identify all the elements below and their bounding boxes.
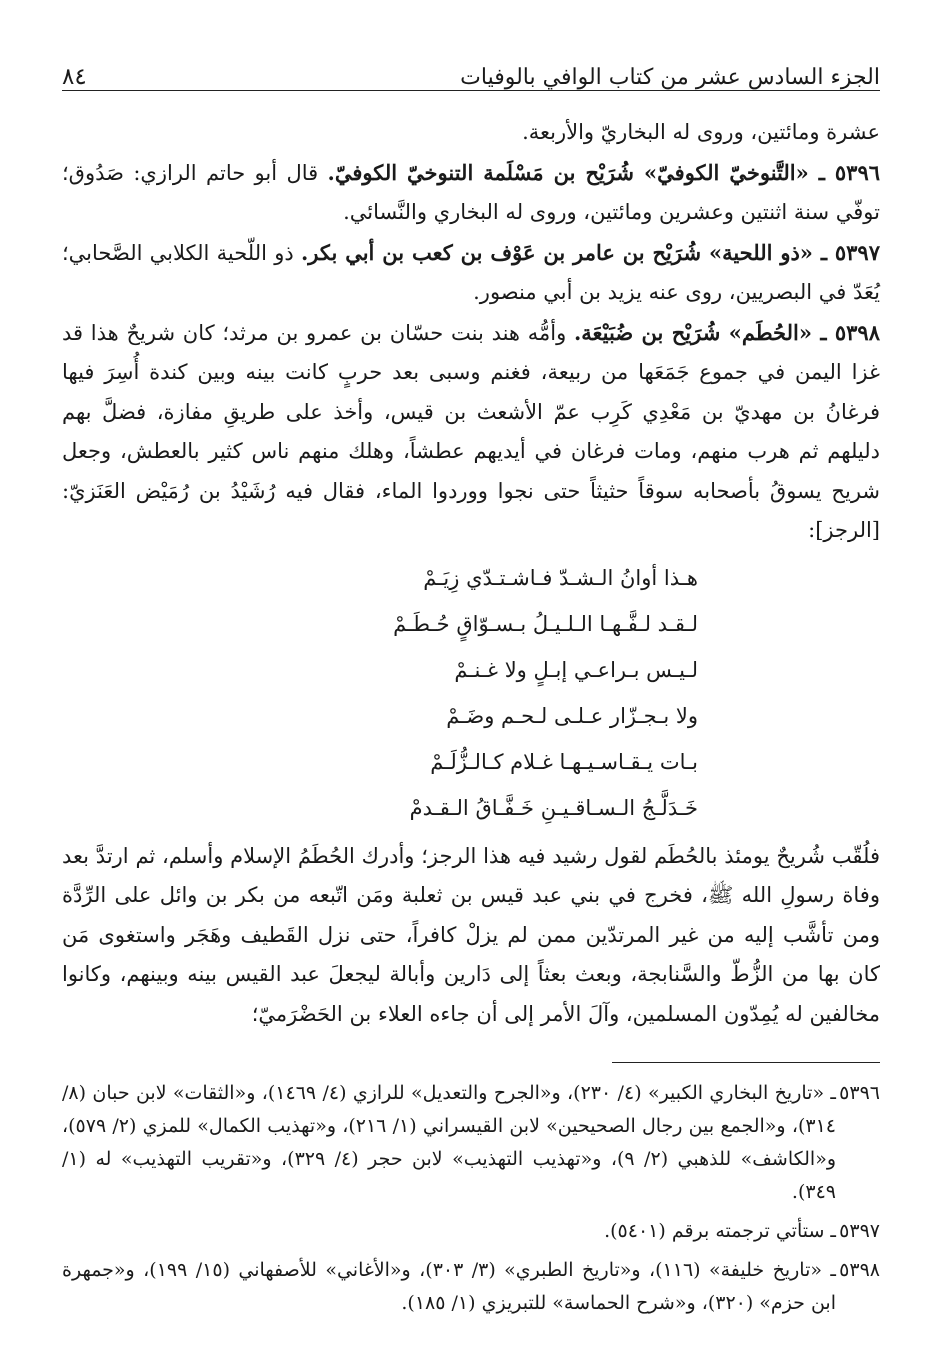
rajaz-poem	[62, 555, 880, 831]
entry-5396-heading: ٥٣٩٦ ـ «التَّنوخيّ الكوفيّ» شُرَيْح بن مَسْلَمة التنوخيّ الكوفيّ.	[327, 159, 881, 185]
paragraph-after-poem: فلُقّب شُريحٌ يومئذ بالحُطَم لقول رشيد فيه هذا الرجز؛ وأدرك الحُطَمُ الإسلام وأسلم، ثم ارتدَّ بعد وفاة رسولِ الله ﷺ، فخرج في بني عبد قيس بن ثعلبة ومَن اتّبعه من بكر بن وائل على الرِّدَّة ومن تأشَّب إليه من غير المرتدّين ممن لم يزلْ كافراً، حتى نزل القَطيف وهَجَر واستغوى مَن كان بها من الزُّطّ والسَّنابجة، وبعث بعثاً إلى دَارين وأبالة ليجعلَ عبد القيس بينه وبينهم، وكانوا مخالفين له يُمِدّون المسلمين، وآلَ الأمر إلى أن جاءه العلاء بن الحَضْرَميّ؛	[62, 843, 880, 1026]
poem-line: ولا بـجـزّار عـلـى لـحـم وضَـمْ	[446, 703, 698, 728]
main-text	[62, 113, 880, 1034]
footnote-number: ٥٣٩٨	[839, 1259, 880, 1281]
footnotes	[62, 1077, 880, 1320]
entry-5396	[62, 153, 880, 233]
book-page	[62, 52, 880, 1326]
footnote-text: ـ ستأتي ترجمته برقم (٥٤٠١).	[604, 1220, 836, 1242]
poem-line: لـيـس بـراعـي إبـلٍ ولا غـنـمْ	[454, 657, 698, 682]
entry-5396-text: قال أبو حاتم الرازي: صَدُوق؛ توفّي سنة اثنتين وعشرين ومائتين، وروى له البخاري والنَّسائي.	[62, 160, 880, 224]
footnote-5398	[62, 1254, 880, 1320]
running-header	[62, 52, 880, 91]
footnote-divider	[612, 1062, 880, 1063]
entry-5398	[62, 313, 880, 551]
entry-5398-heading: ٥٣٩٨ ـ «الحُطَم» شُرَيْح بن ضُبَيْعَة.	[573, 319, 880, 345]
poem-line: خَـدَلَّـجُ الـسـاقـيـنِ خَـفَّـاقُ الـقـدمْ	[409, 795, 698, 820]
poem-line: لـقـد لـفَّـهـا الـلـيـلُ بـسـوّاقٍ حُـطَـمْ	[393, 611, 698, 636]
poem-line: بـات يـقـاسـيـهـا غـلام كـالـزُّلَـمْ	[430, 749, 698, 774]
poem-line: هـذا أوانُ الـشـدّ فـاشـتـدّي زِيَـمْ	[423, 565, 698, 590]
page-number: ٨٤	[62, 64, 87, 90]
entry-5398-text: وأمُّه هند بنت حسّان بن عمرو بن مرثد؛ كان شريحٌ هذا قد غزا اليمن في جموع جَمَعَها من ربيعة، فغنم وسبى بعد حربٍ كانت بينه وبين كندة أُسِرَ فيها فرغانُ بن مهديّ بن مَعْدِي كَرِب عمّ الأشعث بن قيس، وأخذ على طريقِ مفازة، فضلَّ بهم دليلهم ثم هرب منهم، ومات فرغان في أيديهم عطشاً، وهلك منهم ناس كثير بالعطش، وجعل شريح يسوقُ بأصحابه سوقاً حثيثاً حتى نجوا ووردوا الماء، فقال فيه رُشَيْدُ بن رُمَيْض العَنَزيّ: [الرجز]:	[62, 320, 881, 542]
footnote-5397	[62, 1215, 880, 1248]
footnote-5396	[62, 1077, 880, 1209]
paragraph-continuation: عشرة ومائتين، وروى له البخاريّ والأربعة.	[522, 120, 880, 144]
header-title: الجزء السادس عشر من كتاب الوافي بالوفيات	[460, 65, 880, 90]
footnote-number: ٥٣٩٧	[839, 1220, 880, 1242]
footnote-text: ـ «تاريخ البخاري الكبير» (٤/ ٢٣٠)، و«الجرح والتعديل» للرازي (٤/ ١٤٦٩)، و«الثقات» لابن حبان (٨/ ٣١٤)، و«الجمع بين رجال الصحيحين» لابن القيسراني (١/ ٢١٦)، و«تهذيب الكمال» للمزي (٢/ ٥٧٩)، و«الكاشف» للذهبي (٢/ ٩)، و«تهذيب التهذيب» لابن حجر (٤/ ٣٢٩)، و«تقريب التهذيب» له (١/ ٣٤٩).	[62, 1082, 836, 1203]
footnote-number: ٥٣٩٦	[839, 1082, 880, 1104]
entry-5397-heading: ٥٣٩٧ ـ «ذو اللحية» شُرَيْح بن عامر بن عَوْف بن كعب بن أبي بكر.	[300, 239, 880, 265]
entry-5397	[62, 233, 880, 313]
entry-5397-text: ذو اللّحية الكلابي الصَّحابي؛ يُعَدّ في البصريين، روى عنه يزيد بن أبي منصور.	[62, 240, 880, 304]
footnote-text: ـ «تاريخ خليفة» (١١٦)، و«تاريخ الطبري» (٣/ ٣٠٣)، و«الأغاني» للأصفهاني (١٥/ ١٩٩)، و«جمهرة ابن حزم» (٣٢٠)، و«شرح الحماسة» للتبريزي (١/ ١٨٥).	[62, 1259, 836, 1314]
